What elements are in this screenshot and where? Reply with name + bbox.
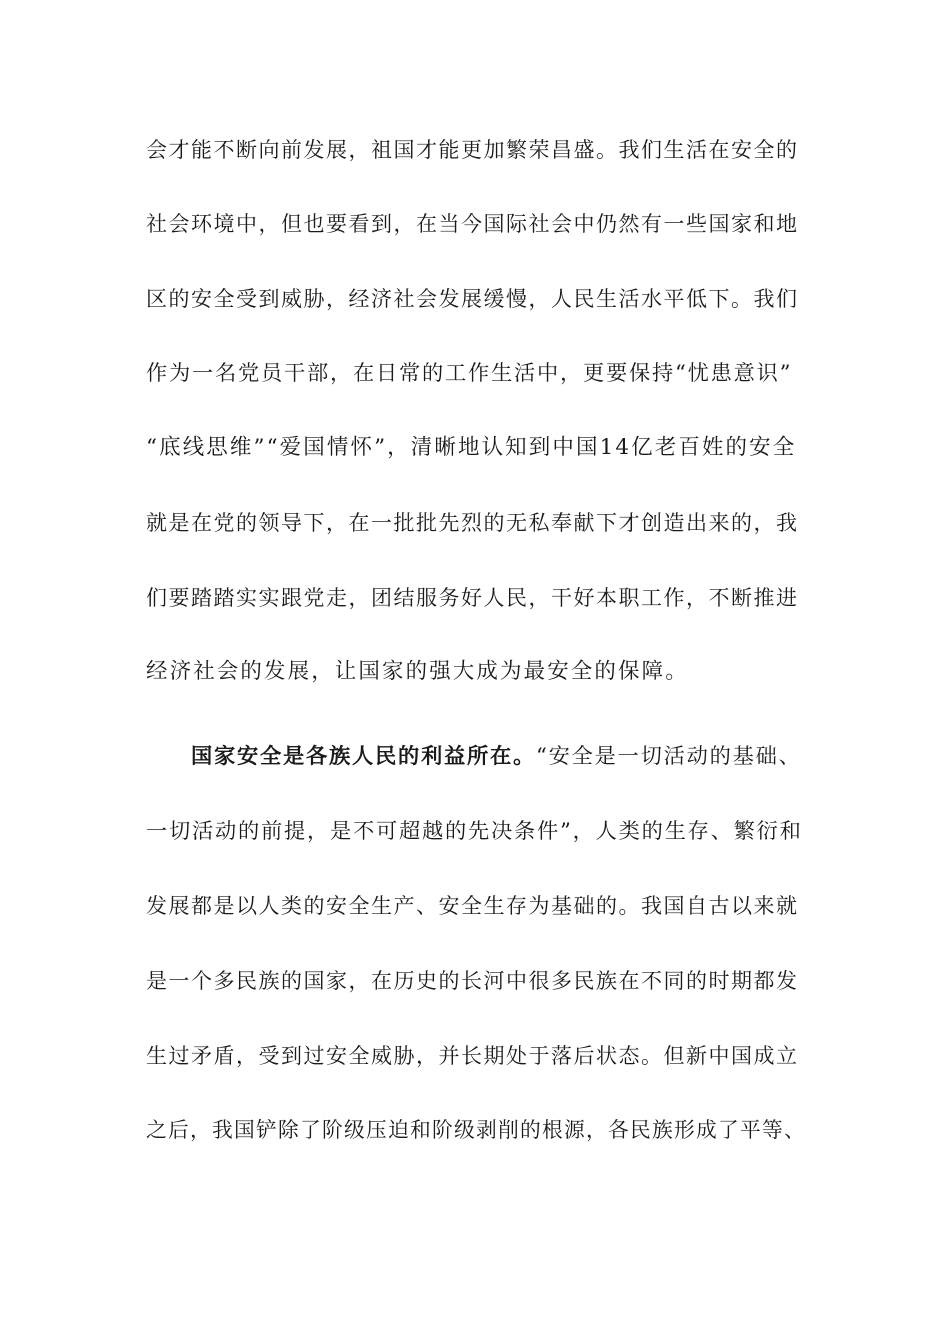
paragraph-1-line-1: 会才能不断向前发展，祖国才能更加繁荣昌盛。我们生活在安全的 xyxy=(146,138,799,162)
paragraph-2-first-line-text: “安全是一切活动的基础、 xyxy=(536,744,802,769)
paragraph-2-heading: 国家安全是各族人民的利益所在。 xyxy=(191,744,537,769)
paragraph-2-line-5: 生过矛盾，受到过安全威胁，并长期处于落后状态。但新中国成立 xyxy=(146,1044,799,1068)
paragraph-2-line-1 xyxy=(191,740,806,774)
paragraph-1-line-5: “底线思维”“爱国情怀”，清晰地认知到中国14亿老百姓的安全 xyxy=(146,435,797,460)
paragraph-1-line-8: 经济社会的发展，让国家的强大成为最安全的保障。 xyxy=(146,659,689,684)
paragraph-2-line-3: 发展都是以人类的安全生产、安全生存为基础的。我国自古以来就 xyxy=(146,894,799,918)
paragraph-1-line-3: 区的安全受到威胁，经济社会发展缓慢，人民生活水平低下。我们 xyxy=(146,287,799,311)
paragraph-2-line-6: 之后，我国铲除了阶级压迫和阶级剥削的根源，各民族形成了平等、 xyxy=(146,1118,807,1142)
paragraph-2-line-4: 是一个多民族的国家，在历史的长河中很多民族在不同的时期都发 xyxy=(146,969,799,993)
paragraph-1-line-2: 社会环境中，但也要看到，在当今国际社会中仍然有一些国家和地 xyxy=(146,212,799,236)
paragraph-1-line-7: 们要踏踏实实跟党走，团结服务好人民，干好本职工作，不断推进 xyxy=(146,586,799,610)
paragraph-1-line-4: 作为一名党员干部，在日常的工作生活中，更要保持“忧患意识” xyxy=(146,361,793,386)
paragraph-1-line-6: 就是在党的领导下，在一批批先烈的无私奉献下才创造出来的，我 xyxy=(146,511,799,535)
paragraph-2-line-2: 一切活动的前提，是不可超越的先决条件”，人类的生存、繁衍和 xyxy=(146,819,803,844)
